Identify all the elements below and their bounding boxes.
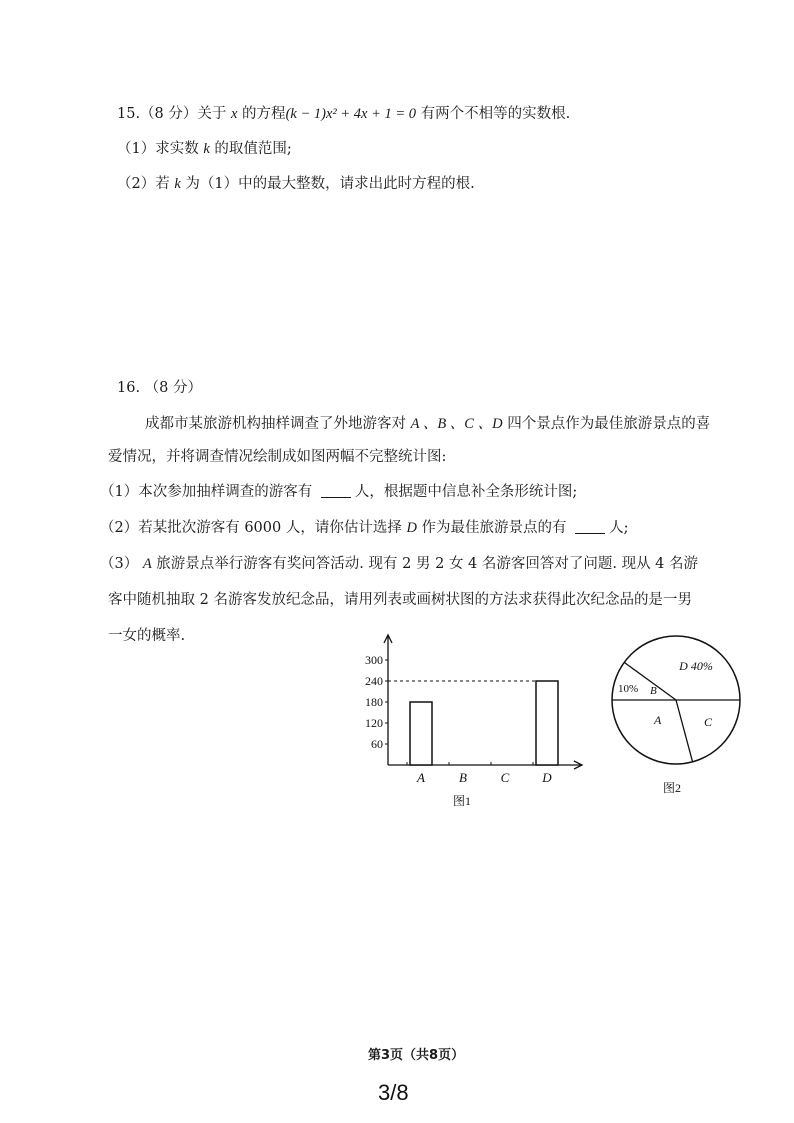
q16-spot-list: A 、B 、C 、D bbox=[410, 416, 503, 432]
bar-chart bbox=[350, 620, 590, 810]
variable-x: x bbox=[231, 106, 238, 122]
q16-part3-line1 bbox=[100, 554, 698, 574]
pie-chart bbox=[604, 624, 754, 804]
q16-intro-text: 成都市某旅游机构抽样调查了外地游客对 bbox=[145, 416, 411, 432]
q16-part3-text-4: 一女的概率. bbox=[108, 628, 186, 644]
q15-part1 bbox=[117, 139, 292, 159]
y-tick-label: 120 bbox=[365, 716, 383, 730]
variable-k: k bbox=[174, 176, 181, 192]
q16-heading bbox=[117, 378, 202, 398]
q15-head-text-2: 的方程 bbox=[237, 106, 286, 122]
x-tick-label: D bbox=[542, 770, 552, 785]
q16-part2 bbox=[100, 518, 629, 538]
q16-part3-text: （3） bbox=[100, 556, 143, 572]
variable-a: A bbox=[142, 556, 152, 572]
q16-part2-text: （2）若某批次游客有 6000 人，请你估计选择 bbox=[100, 520, 407, 536]
answer-blank[interactable] bbox=[575, 519, 605, 534]
q15-part2 bbox=[117, 174, 475, 194]
page-number: 3/8 bbox=[378, 1080, 409, 1105]
q16-part1-text-2: 人，根据题中信息补全条形统计图; bbox=[354, 484, 578, 500]
q15-equation: (k − 1)x² + 4x + 1 = 0 bbox=[285, 106, 417, 122]
q16-intro-line1 bbox=[145, 414, 710, 434]
y-tick-label: 60 bbox=[371, 737, 383, 751]
q16-head-text: 16. （8 分） bbox=[117, 380, 203, 396]
q15-part1-text: （1）求实数 bbox=[117, 141, 204, 157]
bar-D bbox=[536, 681, 558, 765]
q15-part2-text: （2）若 bbox=[117, 176, 175, 192]
q16-part1-text: （1）本次参加抽样调查的游客有 bbox=[100, 484, 317, 500]
q16-intro-text-2: 四个景点作为最佳旅游景点的喜 bbox=[502, 416, 711, 432]
q15-part1-text-2: 的取值范围; bbox=[209, 141, 292, 157]
q16-part3-line3 bbox=[108, 626, 185, 646]
x-tick-label: B bbox=[459, 770, 467, 785]
y-tick-label: 240 bbox=[365, 674, 383, 688]
q16-intro-line2 bbox=[108, 447, 446, 467]
x-tick-label: C bbox=[500, 770, 510, 785]
y-tick-label: 180 bbox=[365, 695, 383, 709]
figure-caption: 图2 bbox=[662, 781, 682, 795]
q16-part2-text-2: 作为最佳旅游景点的有 bbox=[416, 520, 572, 536]
variable-k: k bbox=[203, 141, 210, 157]
variable-d: D bbox=[406, 520, 417, 536]
q16-part3-line2 bbox=[108, 590, 692, 610]
answer-blank[interactable] bbox=[321, 483, 351, 498]
x-tick-label: A bbox=[417, 770, 425, 785]
slice-label-c: C bbox=[704, 715, 713, 729]
slice-label-d: D 40% bbox=[679, 659, 713, 673]
q16-part1 bbox=[100, 482, 577, 502]
q15-heading bbox=[117, 104, 570, 124]
q16-part3-text-2: 旅游景点举行游客有奖问答活动. 现有 2 男 2 女 4 名游客回答对了问题. 现从 4 名游 bbox=[151, 556, 699, 572]
slice-label-b-percent: 10% bbox=[618, 683, 639, 695]
q16-intro-text-3: 爱情况，并将调查情况绘制成如图两幅不完整统计图: bbox=[108, 449, 447, 465]
q15-part2-text-2: 为（1）中的最大整数，请求出此时方程的根. bbox=[180, 176, 475, 192]
page-info: 第3页（共8页） bbox=[368, 1048, 465, 1063]
y-tick-label: 300 bbox=[365, 653, 383, 667]
q16-part2-text-3: 人; bbox=[609, 520, 629, 536]
bar-A bbox=[410, 702, 432, 765]
q15-head-text-3: 有两个不相等的实数根. bbox=[416, 106, 571, 122]
figure-caption: 图1 bbox=[452, 794, 472, 808]
slice-label-a: A bbox=[654, 713, 662, 727]
slice-label-b: B bbox=[650, 685, 657, 697]
q16-part3-text-3: 客中随机抽取 2 名游客发放纪念品，请用列表或画树状图的方法求获得此次纪念品的是一男 bbox=[108, 592, 692, 608]
q15-head-text: 15.（8 分）关于 bbox=[117, 106, 232, 122]
